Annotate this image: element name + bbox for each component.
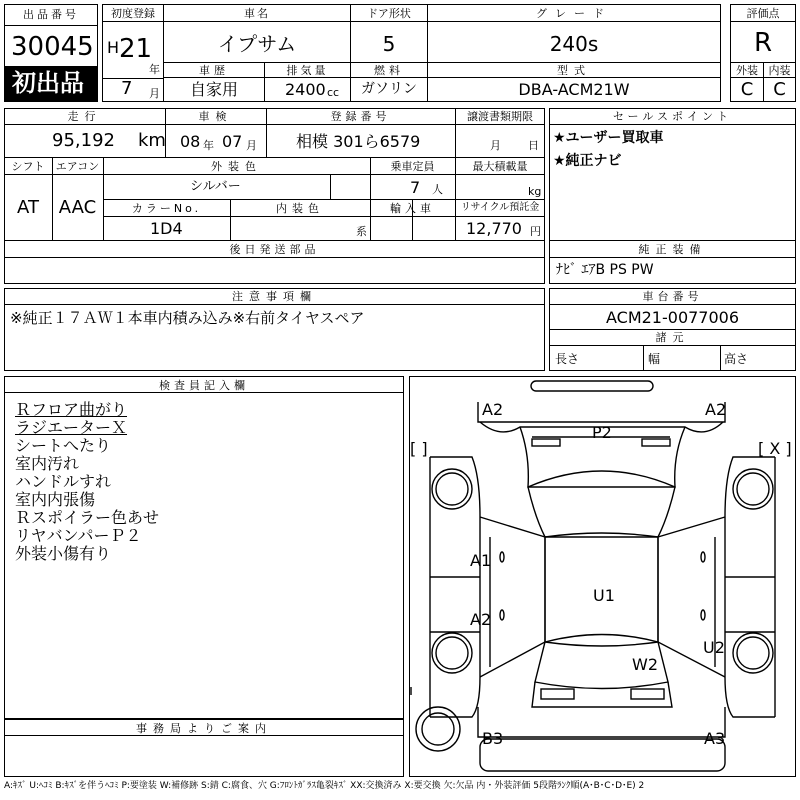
- recycle-unit: 円: [530, 225, 541, 238]
- damage-legend: A:ｷｽﾞ U:ﾍｺﾐ B:ｷｽﾞを伴うﾍｺﾐ P:要塗装 W:補修跡 S:錆 C:腐食、穴 G:ﾌﾛﾝﾄｶﾞﾗｽ亀裂ｷｽﾞ XX:交換済み X:要交換 欠:欠品 内・外装評価 5段階ﾗﾝｸ順(A･B･C･D･E) 2: [4, 781, 645, 791]
- inspector-note: リヤバンパーＰ２: [15, 526, 142, 545]
- height-label: 高さ: [724, 352, 749, 366]
- displacement-cell: [264, 77, 351, 102]
- fuel-cell: [350, 77, 428, 102]
- inspection-month: 07: [222, 132, 243, 151]
- damage-rear-right: A3: [704, 729, 726, 748]
- damage-left-rear-door: A2: [470, 610, 492, 629]
- damage-left-front-door: A1: [470, 551, 492, 570]
- sales-points-label: セールスポイント: [612, 110, 732, 123]
- damage-right-rear: U2: [703, 638, 725, 657]
- inspector-note: Ｒスポイラー色あせ: [15, 508, 160, 527]
- lot-label-cell: [4, 4, 98, 26]
- ext-color: シルバー: [190, 179, 241, 194]
- inspector-note: シートへたり: [15, 436, 112, 455]
- inspector-note: ハンドルすれ: [15, 472, 112, 491]
- shift: AT: [17, 197, 39, 218]
- mileage: 95,192: [52, 130, 115, 151]
- plate-label: 登録番号: [330, 110, 391, 123]
- lot-label: 出品番号: [23, 8, 79, 21]
- inspector-note: ラジエーターＸ: [15, 418, 128, 437]
- score-label: 評価点: [746, 7, 780, 20]
- car-name-cell: [163, 21, 351, 63]
- ac-label: エアコン: [55, 160, 100, 173]
- first-reg-label: 初度登録: [111, 7, 155, 20]
- chassis-label: 車台番号: [642, 290, 703, 303]
- first-listing-text: 初出品: [12, 69, 84, 97]
- exterior-grade: C: [740, 79, 754, 100]
- damage-roof: U1: [593, 586, 615, 605]
- caution-text: ※純正１７ＡＷ１本車内積み込み※右前タイヤスペア: [10, 309, 365, 327]
- int-color-label: 内装色: [276, 202, 324, 215]
- load-label: 最大積載量: [472, 160, 528, 173]
- transfer-label: 譲渡書類期限: [467, 110, 533, 123]
- inspector-label: 検査員記入欄: [159, 379, 249, 392]
- damage-front-left: A2: [482, 400, 504, 419]
- ext-color-label: 外装色: [211, 160, 262, 173]
- score-label-cell: [730, 4, 796, 22]
- int-color-unit: 系: [356, 225, 367, 238]
- displacement-label-cell: [264, 62, 351, 78]
- grade-label-cell: [427, 4, 721, 22]
- lot-number: 30045: [11, 32, 94, 62]
- doors: 5: [382, 32, 396, 56]
- car-name: イプサム: [217, 32, 297, 56]
- inspector-note: 室内汚れ: [15, 454, 80, 473]
- damage-rear-glass: W2: [632, 655, 658, 674]
- damage-diagram: [409, 376, 796, 777]
- displacement-label: 排気量: [286, 64, 329, 77]
- history-label: 車歴: [199, 64, 229, 77]
- damage-rear-left: B3: [482, 729, 504, 748]
- door-label: ドア形状: [367, 7, 411, 20]
- history: 自家用: [189, 80, 238, 99]
- recycle-label: リサイクル預託金: [460, 202, 540, 213]
- model: DBA-ACM21W: [518, 80, 630, 99]
- lot-number-cell: [4, 25, 98, 67]
- year-unit: 年: [149, 63, 160, 76]
- displacement-unit: cc: [327, 86, 340, 99]
- interior-cell: [763, 77, 796, 102]
- damage-bonnet: P2: [592, 423, 612, 442]
- plate-number: 相模 301ら6579: [296, 132, 421, 151]
- interior-grade: C: [773, 79, 786, 100]
- first-listing-badge: [4, 66, 98, 102]
- grade-label: グレード: [536, 7, 612, 20]
- interior-label: 内装: [768, 64, 791, 77]
- first-reg-value-cell: [102, 21, 164, 102]
- fuel: ガソリン: [361, 81, 417, 97]
- office-label: 事務局よりご案内: [136, 722, 272, 735]
- color-no-label: カラーNo.: [131, 202, 202, 215]
- era: H: [107, 38, 120, 57]
- transfer-month: 月: [490, 139, 501, 152]
- history-cell: [163, 77, 265, 102]
- fuel-label: 燃料: [374, 64, 404, 77]
- equipment-label: 純正装備: [638, 243, 707, 256]
- grade: 240s: [549, 32, 599, 56]
- mileage-unit: km: [138, 130, 166, 151]
- model-cell: [427, 77, 721, 102]
- exterior-cell: [730, 77, 764, 102]
- color-no: 1D4: [150, 219, 183, 238]
- inspection-label: 車検: [198, 110, 233, 123]
- displacement: 2400: [285, 80, 326, 99]
- equipment-value: ﾅﾋﾞ ｴｱB PS PW: [556, 262, 654, 278]
- first-reg-label-cell: [102, 4, 164, 22]
- later-parts-label: 後日発送部品: [229, 243, 320, 256]
- inspection-year-unit: 年: [203, 139, 214, 152]
- door-label-cell: [350, 4, 428, 22]
- reg-year: 21: [119, 34, 153, 64]
- inspector-note: 外装小傷有り: [15, 544, 112, 563]
- ac: AAC: [58, 197, 97, 218]
- inspector-note: Ｒフロア曲がり: [15, 400, 128, 419]
- shift-label: シフト: [11, 160, 45, 173]
- sales-point-item: ★純正ナビ: [553, 153, 622, 169]
- score-cell: [730, 21, 796, 63]
- dims-label: 諸元: [655, 331, 690, 344]
- width-label: 幅: [648, 352, 661, 366]
- import-label: 輸入車: [390, 202, 435, 215]
- exterior-label: 外装: [736, 64, 758, 77]
- inspection-month-unit: 月: [246, 139, 257, 152]
- right-bracket-x: [ X ]: [758, 439, 792, 458]
- car-name-label: 車名: [244, 7, 270, 20]
- caution-label: 注意事項欄: [232, 290, 317, 303]
- exterior-label-cell: [730, 62, 764, 78]
- inspection-year: 08: [180, 132, 201, 151]
- grade-cell: [427, 21, 721, 63]
- model-label-cell: [427, 62, 721, 78]
- length-label: 長さ: [555, 352, 580, 366]
- interior-label-cell: [763, 62, 796, 78]
- model-label: 型式: [557, 64, 591, 77]
- inspector-panel: [4, 376, 404, 719]
- capacity-unit: 人: [432, 183, 443, 196]
- mileage-label: 走行: [67, 110, 102, 123]
- door-cell: [350, 21, 428, 63]
- damage-front-right: A2: [705, 400, 727, 419]
- chassis-number: ACM21-0077006: [605, 308, 740, 327]
- inspector-note: 室内内張傷: [15, 490, 96, 509]
- history-label-cell: [163, 62, 265, 78]
- month-unit: 月: [149, 87, 160, 100]
- reg-month: 7: [121, 78, 133, 99]
- load-unit: kg: [528, 185, 542, 198]
- transfer-day: 日: [528, 139, 539, 152]
- capacity-label: 乗車定員: [390, 160, 435, 173]
- office-panel: [4, 719, 404, 777]
- capacity: 7: [410, 178, 421, 197]
- recycle-amount: 12,770: [466, 219, 522, 238]
- score: R: [753, 28, 773, 58]
- sales-point-item: ★ユーザー買取車: [553, 130, 664, 146]
- fuel-label-cell: [350, 62, 428, 78]
- left-bracket: [ ]: [410, 439, 428, 458]
- car-name-label-cell: [163, 4, 351, 22]
